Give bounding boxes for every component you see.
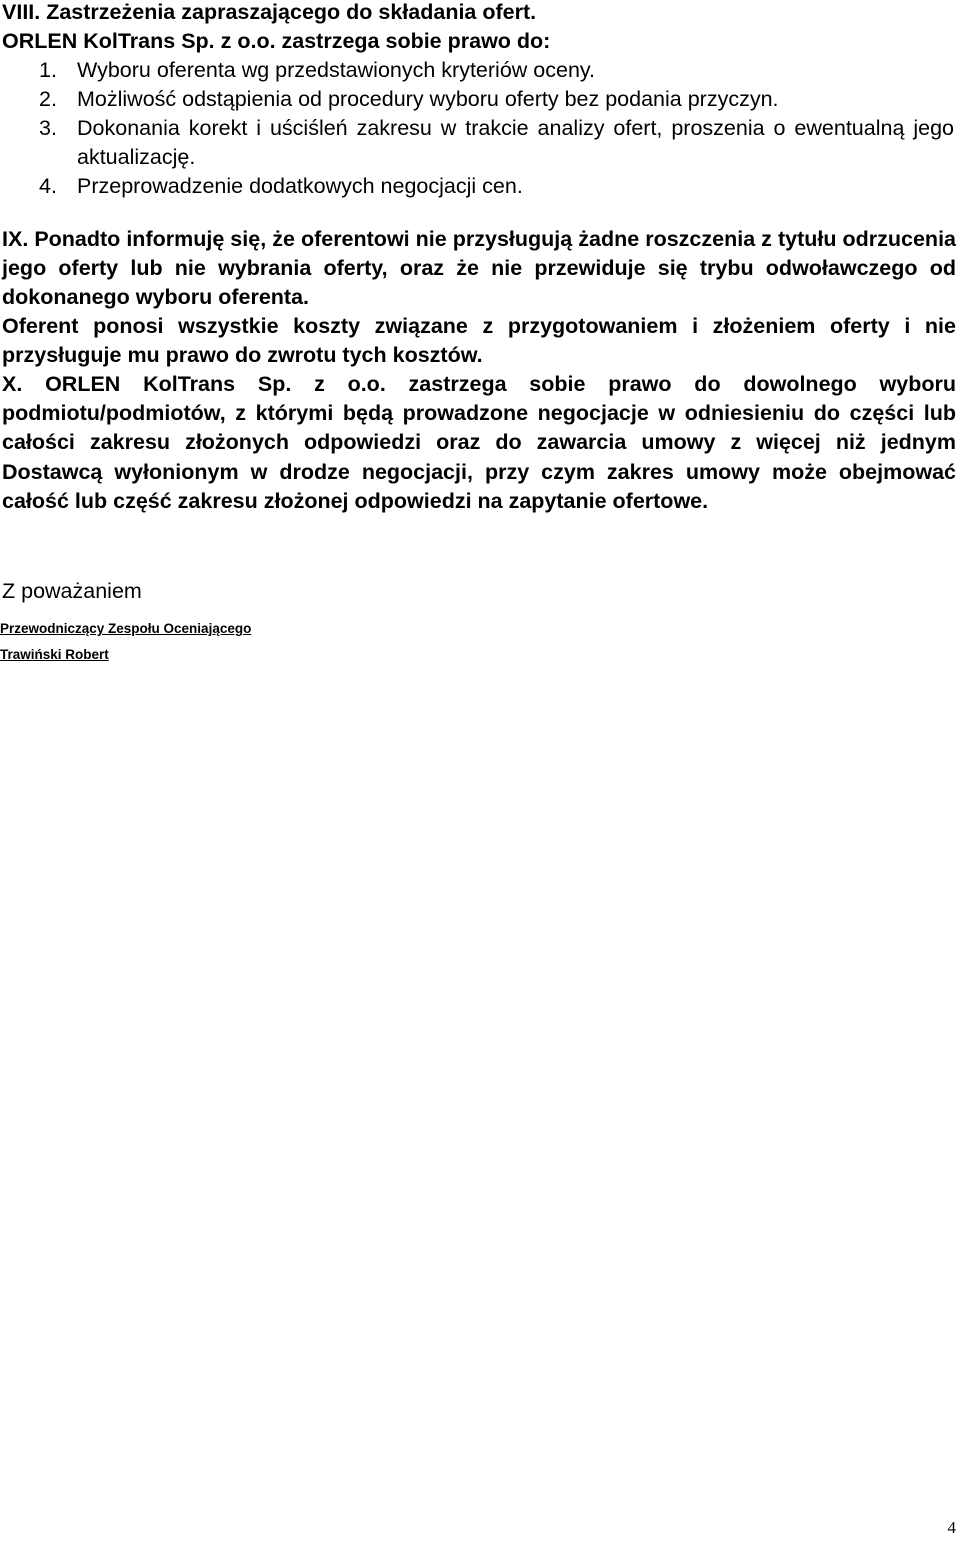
section-viii-heading: VIII. Zastrzeżenia zapraszającego do składania ofert. (2, 0, 537, 24)
section-viii-org-line: ORLEN KolTrans Sp. z o.o. zastrzega sobie prawo do: (2, 29, 551, 53)
list-item-text: Możliwość odstąpienia od procedury wyboru oferty bez podania przyczyn. (77, 87, 779, 111)
list-item-text: Przeprowadzenie dodatkowych negocjacji cen. (77, 174, 523, 198)
list-item-number: 2. (39, 87, 57, 111)
signatory-title: Przewodniczący Zespołu Oceniającego (0, 621, 252, 636)
section-ix-paragraph-2: Oferent ponosi wszystkie koszty związane z przygotowaniem i złożeniem oferty i nie przysługuje mu prawo do zwrotu tych kosztów. (2, 314, 956, 367)
section-ix (0, 225, 956, 370)
list-item (0, 85, 960, 114)
section-viii (0, 0, 960, 201)
reservations-list (0, 56, 960, 201)
list-item-number: 3. (39, 116, 57, 140)
section-x-paragraph: X. ORLEN KolTrans Sp. z o.o. zastrzega sobie prawo do dowolnego wyboru podmiotu/podmiotów, z którymi będą prowadzone negocjacje w odniesieniu do części lub całości zakresu złożonych odpowiedzi oraz do zawarcia umowy z więcej niż jednym Dostawcą wyłonionym w drodze negocjacji, przy czym zakres umowy może obejmować całość lub część zakresu złożonej odpowiedzi na zapytanie ofertowe. (2, 372, 956, 513)
section-x (0, 370, 956, 516)
closing-salutation: Z poważaniem (2, 579, 142, 603)
page-number: 4 (947, 1518, 956, 1537)
list-item (0, 114, 960, 172)
list-item-number: 1. (39, 58, 57, 82)
list-item-text: Dokonania korekt i uściśleń zakresu w trakcie analizy ofert, proszenia o ewentualną jego aktualizację. (77, 116, 954, 169)
section-ix-paragraph-1: IX. Ponadto informuję się, że oferentowi nie przysługują żadne roszczenia z tytułu odrzucenia jego oferty lub nie wybrania oferty, oraz że nie przewiduje się trybu odwoławczego od dokonanego wyboru oferenta. (2, 227, 956, 309)
list-item (0, 172, 960, 201)
list-item-text: Wyboru oferenta wg przedstawionych kryteriów oceny. (77, 58, 596, 82)
signatory-name: Trawiński Robert (0, 647, 109, 662)
list-item (0, 56, 960, 85)
list-item-number: 4. (39, 174, 57, 198)
